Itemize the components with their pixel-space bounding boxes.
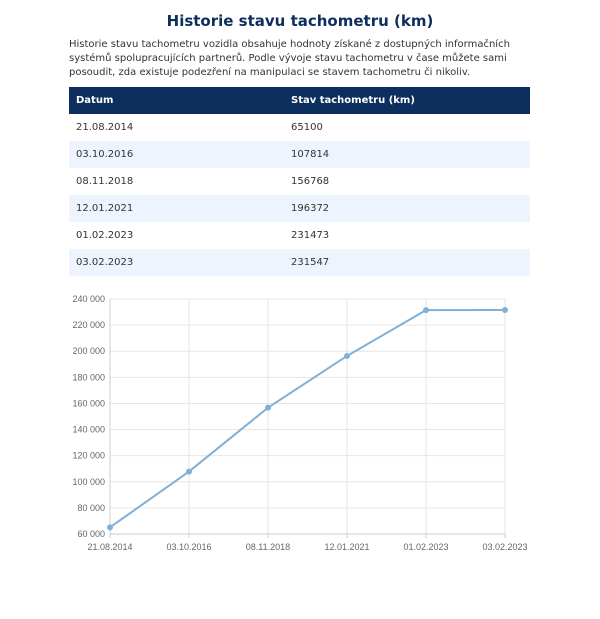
data-point bbox=[265, 405, 271, 411]
x-tick-label: 21.08.2014 bbox=[87, 542, 133, 552]
x-tick-label: 08.11.2018 bbox=[245, 542, 291, 552]
cell-date: 12.01.2021 bbox=[69, 195, 284, 222]
y-tick-label: 160 000 bbox=[72, 398, 105, 409]
cell-odometer: 107814 bbox=[284, 141, 530, 168]
y-tick-label: 120 000 bbox=[72, 450, 105, 461]
series-line bbox=[110, 310, 505, 527]
cell-date: 03.10.2016 bbox=[69, 141, 284, 168]
data-point bbox=[186, 469, 192, 475]
cell-date: 21.08.2014 bbox=[76, 122, 134, 133]
y-tick-label: 80 000 bbox=[77, 502, 105, 513]
y-tick-label: 200 000 bbox=[72, 346, 105, 357]
table-header-row bbox=[69, 87, 530, 114]
x-tick-label: 01.02.2023 bbox=[403, 542, 449, 552]
table-row bbox=[69, 168, 530, 195]
y-tick-label: 140 000 bbox=[72, 424, 105, 435]
x-tick-label: 03.10.2016 bbox=[166, 542, 212, 552]
data-point bbox=[423, 307, 429, 313]
table-row bbox=[69, 222, 530, 249]
y-tick-label: 100 000 bbox=[72, 476, 105, 487]
table-row bbox=[69, 114, 530, 141]
y-tick-label: 220 000 bbox=[72, 320, 105, 331]
data-point bbox=[107, 524, 113, 530]
y-tick-label: 240 000 bbox=[72, 294, 105, 304]
page-title: Historie stavu tachometru (km) bbox=[166, 12, 434, 30]
cell-odometer: 231473 bbox=[291, 230, 330, 241]
cell-odometer: 156768 bbox=[291, 176, 330, 187]
odometer-history-table bbox=[69, 87, 530, 276]
cell-date: 08.11.2018 bbox=[76, 176, 134, 187]
cell-date: 01.02.2023 bbox=[76, 230, 134, 241]
y-tick-label: 60 000 bbox=[77, 529, 105, 539]
column-header-odometer: Stav tachometru (km) bbox=[284, 87, 530, 114]
table-row bbox=[69, 249, 530, 276]
cell-date: 03.02.2023 bbox=[69, 249, 284, 276]
table-row bbox=[69, 141, 530, 168]
y-tick-label: 180 000 bbox=[72, 372, 105, 383]
cell-odometer: 65100 bbox=[291, 122, 323, 133]
x-tick-label: 03.02.2023 bbox=[482, 542, 528, 552]
column-header-date: Datum bbox=[69, 87, 284, 114]
odometer-line-chart bbox=[0, 288, 600, 558]
x-tick-label: 12.01.2021 bbox=[324, 542, 370, 552]
data-point bbox=[344, 353, 350, 359]
intro-text: Historie stavu tachometru vozidla obsahuje hodnoty získané z dostupných informačních systémů spolupracujících partnerů. Podle vývoje stavu tachometru v čase můžete sami posoudit, zda existuje podezření na manipulaci se stavem tachometru či nikoliv. bbox=[69, 39, 510, 78]
cell-odometer: 196372 bbox=[284, 195, 530, 222]
data-point bbox=[502, 307, 508, 313]
table-row bbox=[69, 195, 530, 222]
cell-odometer: 231547 bbox=[284, 249, 530, 276]
